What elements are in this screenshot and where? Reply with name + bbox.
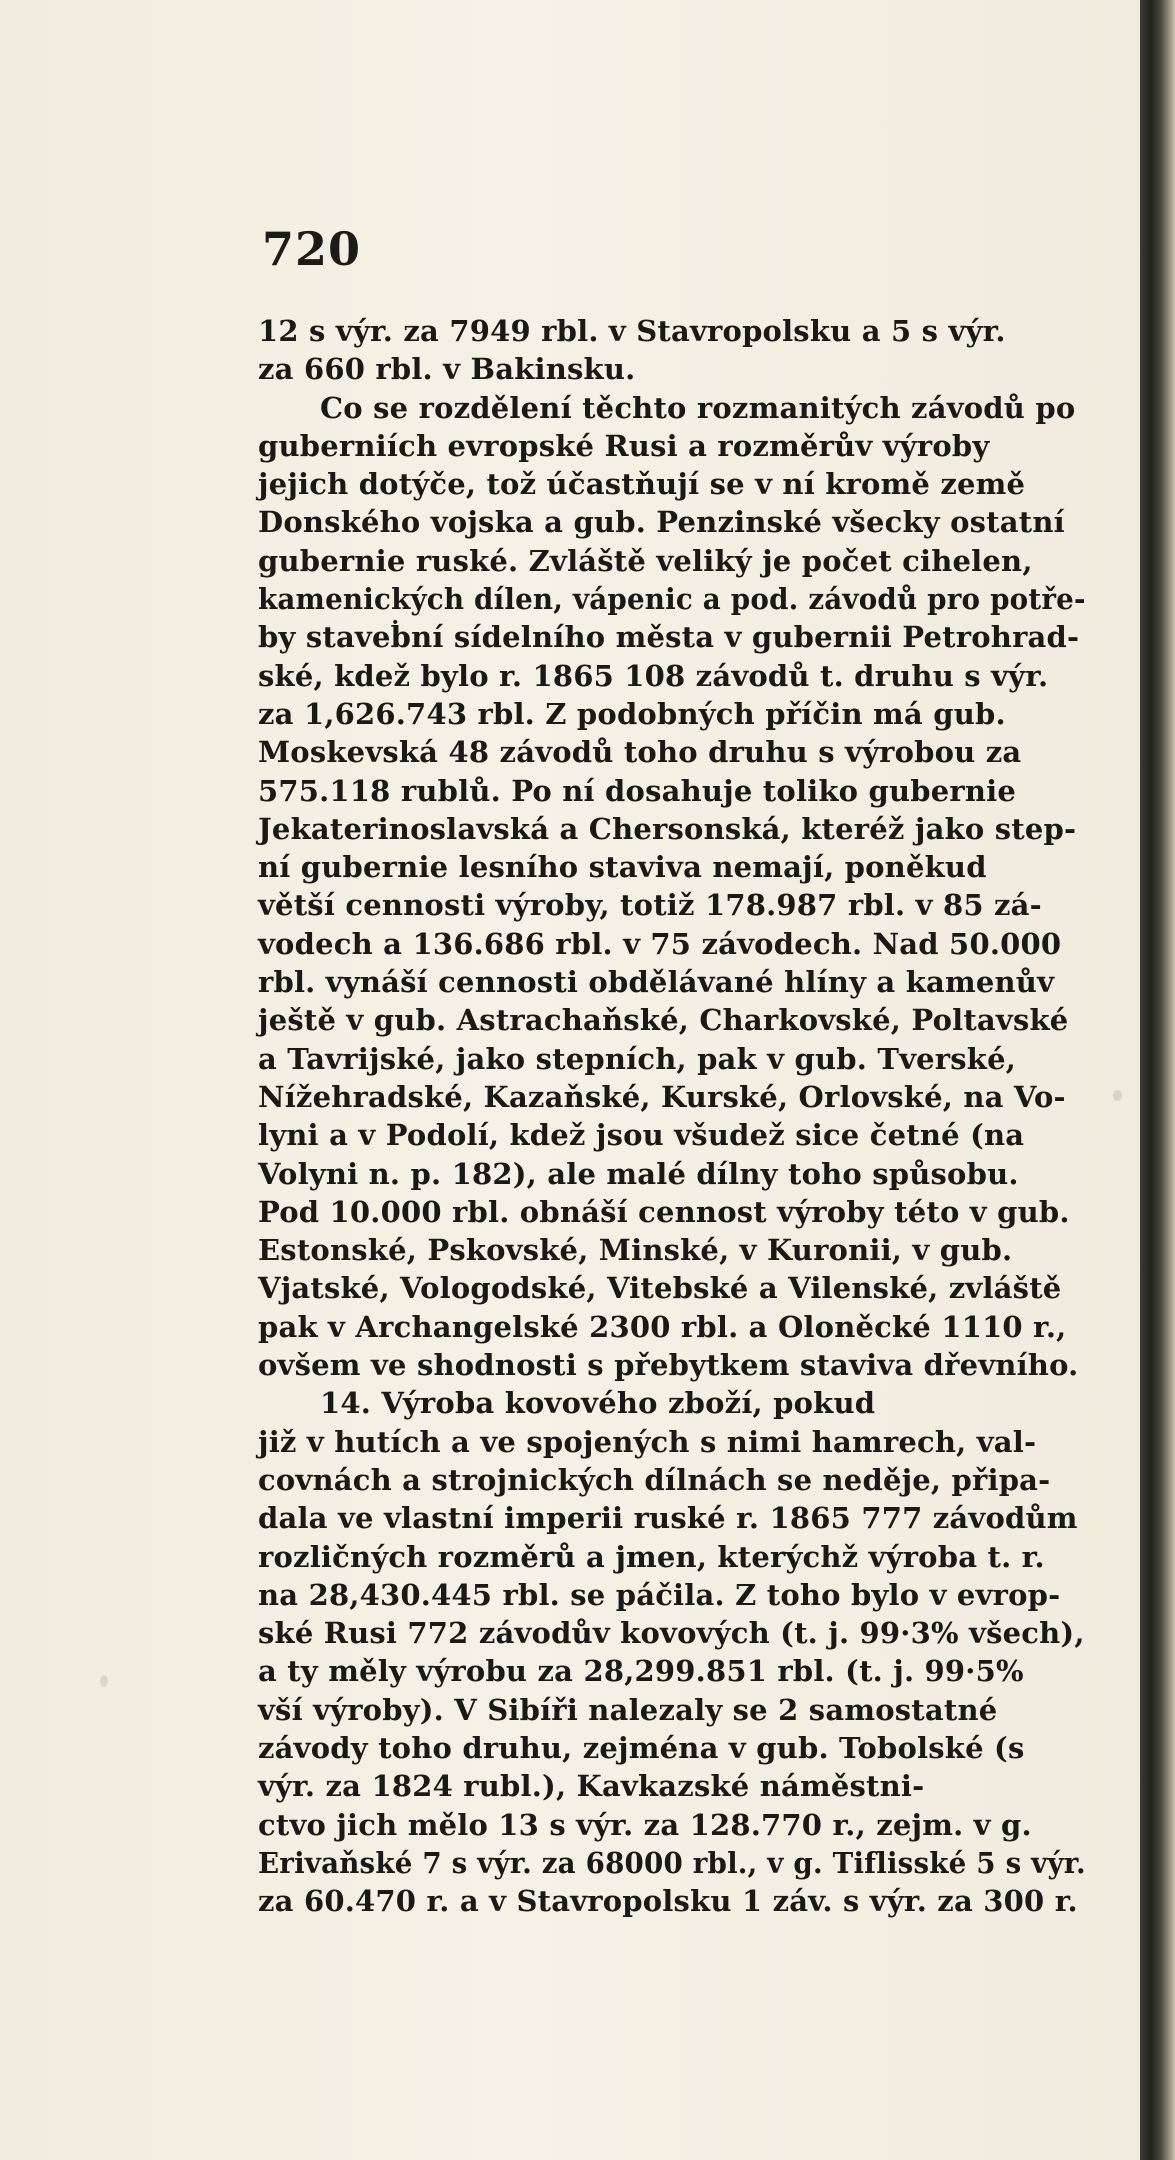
text-line: Estonské, Pskovské, Minské, v Kuronii, v gub. bbox=[258, 1233, 1013, 1268]
text-line: ské, kdež bylo r. 1865 108 závodů t. druhu s výr. bbox=[258, 658, 1049, 693]
text-line: ještě v gub. Astrachaňské, Charkovské, Poltavské bbox=[258, 1003, 1069, 1038]
text-line: za 660 rbl. v Bakinsku. bbox=[258, 352, 636, 387]
text-line: za 1,626.743 rbl. Z podobných příčin má gub. bbox=[258, 696, 1006, 731]
text-line: a Tavrijské, jako stepních, pak v gub. Tverské, bbox=[258, 1041, 1017, 1076]
text-line: a ty měly výrobu za 28,299.851 rbl. (t. j. 99·5% bbox=[258, 1654, 1024, 1689]
text-line: ské Rusi 772 závodův kovových (t. j. 99·3% všech), bbox=[258, 1616, 1085, 1651]
text-line: výr. za 1824 rubl.), Kavkazské náměstni- bbox=[258, 1769, 925, 1804]
text-line: ctvo jich mělo 13 s výr. za 128.770 r., zejm. v g. bbox=[258, 1807, 1032, 1842]
text-line: lyni a v Podolí, kdež jsou všudež sice četné (na bbox=[258, 1118, 1025, 1153]
text-line: covnách a strojnických dílnách se neděje, připa- bbox=[258, 1462, 1051, 1497]
text-line: Jekaterinoslavská a Chersonská, kteréž jako step- bbox=[258, 811, 1077, 846]
text-line: kamenických dílen, vápenic a pod. závodů pro potře- bbox=[258, 582, 1086, 617]
text-line: Erivaňské 7 s výr. za 68000 rbl., v g. Tiflisské 5 s výr. bbox=[258, 1845, 1086, 1880]
text-line: dala ve vlastní imperii ruské r. 1865 777 závodům bbox=[258, 1501, 1078, 1536]
text-line: Pod 10.000 rbl. obnáší cennost výroby této v gub. bbox=[258, 1194, 1070, 1229]
text-line: jejich dotýče, tož účastňují se v ní kromě země bbox=[258, 467, 1026, 502]
text-line: vodech a 136.686 rbl. v 75 závodech. Nad 50.000 bbox=[258, 926, 1062, 961]
text-line: 575.118 rublů. Po ní dosahuje toliko gubernie bbox=[258, 773, 1017, 808]
page-smudge bbox=[100, 1675, 108, 1687]
page-number: 720 bbox=[262, 222, 362, 276]
text-line: již v hutích a ve spojených s nimi hamrech, val- bbox=[258, 1424, 1037, 1459]
text-line: rbl. vynáší cennosti obdělávané hlíny a kamenův bbox=[258, 965, 1055, 1000]
text-line: vší výroby). V Sibíři nalezaly se 2 samostatné bbox=[258, 1692, 998, 1727]
text-line: ní gubernie lesního staviva nemají, poněkud bbox=[258, 850, 987, 885]
book-binding-edge bbox=[1140, 0, 1175, 2160]
section-heading-line: 14. Výroba kovového zboží, pokud bbox=[320, 1386, 876, 1421]
text-line: Moskevská 48 závodů toho druhu s výrobou za bbox=[258, 735, 1022, 770]
text-line: Vjatské, Vologodské, Vitebské a Vilenské, zvláště bbox=[258, 1271, 1062, 1306]
text-line: pak v Archangelské 2300 rbl. a Oloněcké 1110 r., bbox=[258, 1309, 1067, 1344]
text-line: ovšem ve shodnosti s přebytkem staviva dřevního. bbox=[258, 1348, 1079, 1383]
text-line: rozličných rozměrů a jmen, kterýchž výroba t. r. bbox=[258, 1539, 1045, 1574]
text-line: guberniích evropské Rusi a rozměrův výroby bbox=[258, 428, 990, 463]
text-line: Nížehradské, Kazaňské, Kurské, Orlovské, na Vo- bbox=[258, 1079, 1066, 1114]
text-line: větší cennosti výroby, totiž 178.987 rbl. v 85 zá- bbox=[258, 888, 1042, 923]
text-line: na 28,430.445 rbl. se páčila. Z toho bylo v evrop- bbox=[258, 1577, 1061, 1612]
text-line: za 60.470 r. a v Stavropolsku 1 záv. s výr. za 300 r. bbox=[258, 1884, 1078, 1919]
page-smudge bbox=[1113, 1090, 1122, 1101]
text-line: Donského vojska a gub. Penzinské všecky ostatní bbox=[258, 505, 1065, 540]
text-line: 12 s výr. za 7949 rbl. v Stavropolsku a 5 s výr. bbox=[258, 314, 1006, 348]
body-text bbox=[258, 312, 1086, 1920]
text-line: Volyni n. p. 182), ale malé dílny toho spůsobu. bbox=[258, 1156, 1019, 1191]
text-line: Co se rozdělení těchto rozmanitých závodů po bbox=[320, 390, 1076, 425]
text-line: by staveḃní sídelního města v gubernii Petrohrad- bbox=[258, 620, 1080, 655]
text-line: gubernie ruské. Zvláště veliký je počet cihelen, bbox=[258, 543, 1033, 578]
text-line: závody toho druhu, zejména v gub. Tobolské (s bbox=[258, 1730, 1025, 1765]
